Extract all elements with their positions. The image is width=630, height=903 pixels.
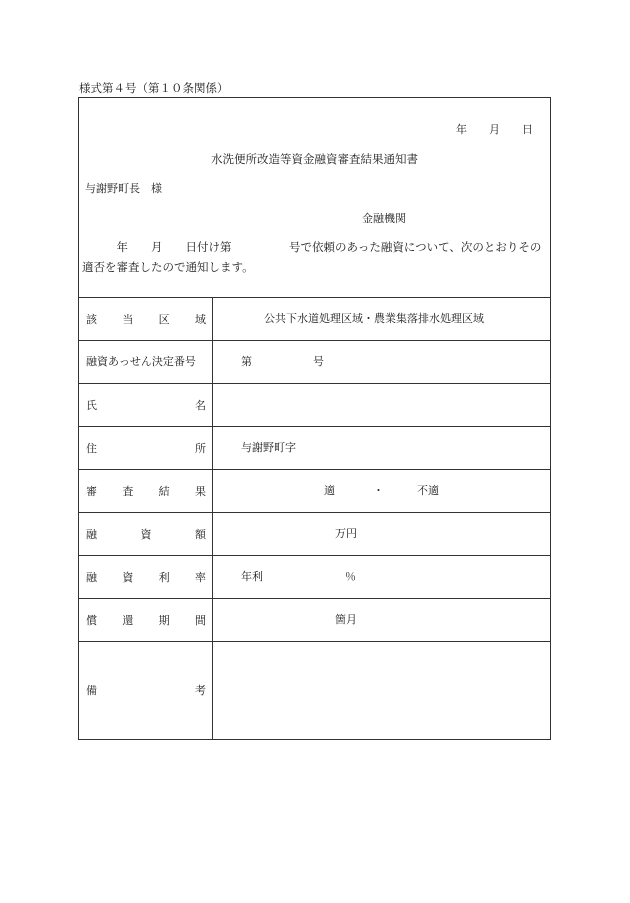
label-address: 住 所 xyxy=(86,442,206,455)
row-divider xyxy=(79,469,550,470)
value-result-approved: 適 xyxy=(324,484,335,497)
value-result-rejected: 不適 xyxy=(417,484,439,497)
addressee: 与謝野町長 様 xyxy=(85,182,162,195)
label-interest-rate: 融 資 利 率 xyxy=(86,571,206,584)
notification-form xyxy=(78,97,551,740)
value-decision-number-prefix: 第 xyxy=(241,355,252,368)
date-line xyxy=(456,121,533,137)
financial-institution-label: 金融機関 xyxy=(362,212,406,225)
row-divider xyxy=(79,641,550,642)
table-top-border xyxy=(79,297,550,298)
row-divider xyxy=(79,426,550,427)
label-name: 氏 名 xyxy=(86,399,206,412)
column-divider xyxy=(212,297,213,739)
label-applicable-area: 該 当 区 域 xyxy=(86,313,206,326)
value-address: 与謝野町字 xyxy=(241,441,296,454)
value-result-separator: ・ xyxy=(373,484,384,497)
form-number-label: 様式第４号（第１０条関係） xyxy=(79,81,229,95)
row-divider xyxy=(79,383,550,384)
body-text: 年 月 日付け第 号で依頼のあった融資について、次のとおりその適否を審査したので通知します。 xyxy=(82,240,542,274)
label-remarks: 備 考 xyxy=(86,684,206,697)
row-divider xyxy=(79,598,550,599)
row-divider xyxy=(79,512,550,513)
label-loan-decision-number: 融資あっせん決定番号 xyxy=(86,355,196,368)
row-divider xyxy=(79,340,550,341)
label-loan-amount: 融 資 額 xyxy=(86,528,206,541)
label-repayment-period: 償 還 期 間 xyxy=(86,614,206,627)
value-decision-number-suffix: 号 xyxy=(313,355,324,368)
value-loan-amount-unit: 万円 xyxy=(335,527,357,540)
date-day: 日 xyxy=(522,123,533,136)
value-repayment-months: 箇月 xyxy=(335,613,357,626)
value-applicable-area: 公共下水道処理区域・農業集落排水処理区域 xyxy=(264,312,484,325)
row-divider xyxy=(79,555,550,556)
value-interest-prefix: 年利 xyxy=(241,570,263,583)
value-interest-percent: ％ xyxy=(345,570,356,583)
label-review-result: 審 査 結 果 xyxy=(86,485,206,498)
date-year: 年 xyxy=(456,123,467,136)
date-month: 月 xyxy=(489,123,500,136)
document-title: 水洗便所改造等資金融資審査結果通知書 xyxy=(211,152,418,166)
